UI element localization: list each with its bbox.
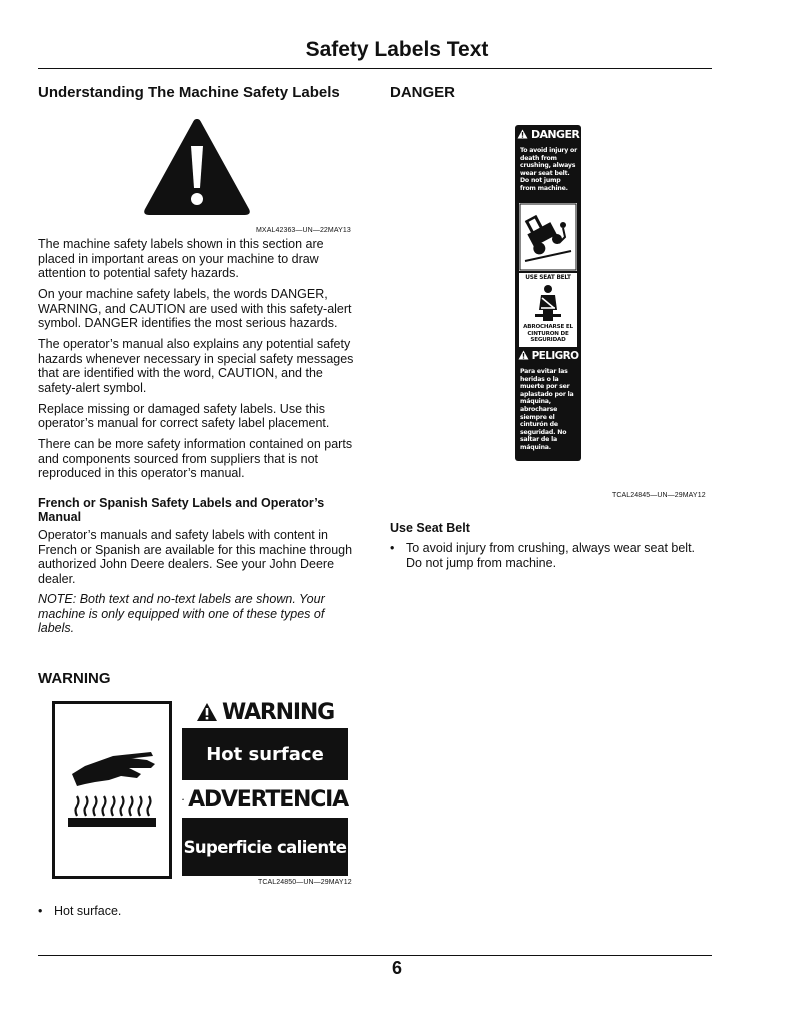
paragraph: The machine safety labels shown in this section are placed in important areas on your machine to draw attention to potential safety hazards. [38, 237, 324, 280]
note-text: Both text and no-text labels are shown. Your machine is only equipped with one of these types of labels. [38, 592, 325, 635]
safety-alert-icon [196, 702, 218, 722]
signal-word-text: DANGER [530, 128, 580, 141]
bullet-dot: • [38, 904, 43, 918]
safety-alert-icon [182, 789, 184, 809]
image-caption: TCAL24845—UN—29MAY12 [612, 492, 706, 499]
hot-surface-pictograph [52, 701, 172, 879]
paragraph: The operator’s manual also explains any potential safety hazards whenever necessary in special safety messages that are identified with the word, CAUTION, and the safety-alert symbol. [38, 337, 354, 395]
french-spanish-text [38, 528, 362, 593]
message-text: Hot surface [206, 743, 324, 765]
signal-word-text: PELIGRO [531, 350, 579, 362]
hot-surface-icon [55, 704, 169, 876]
seat-belt-panel [519, 273, 577, 347]
seat-belt-icon [519, 284, 577, 324]
note-label: NOTE: [38, 592, 77, 606]
message-text: Superficie caliente [183, 837, 347, 857]
warning-signal-word [182, 697, 348, 727]
advertencia-signal-word [182, 784, 348, 814]
abrocharse-text: ABROCHARSE EL CINTURON DE SEGURIDAD [523, 324, 573, 344]
superficie-message-box [182, 818, 348, 876]
safety-alert-icon [517, 129, 528, 139]
peligro-message: Para evitar las heridas o la muerte por ser aplastado por la máquina, abrocharse siempre el cinturón de seguridad. No saltar de la máquina. [520, 368, 574, 451]
signal-word-text: WARNING [222, 699, 334, 725]
note [38, 592, 362, 636]
header-rule [38, 68, 712, 69]
section-heading-understanding: Understanding The Machine Safety Labels [38, 84, 340, 101]
bullet-text: To avoid injury from crushing, always wear seat belt. Do not jump from machine. [406, 541, 696, 570]
section-heading-danger: DANGER [390, 84, 456, 101]
danger-signal-word [515, 128, 581, 141]
footer-rule [38, 955, 712, 956]
warning-message-box [182, 728, 348, 780]
rollover-icon [519, 203, 577, 271]
paragraph: On your machine safety labels, the words DANGER, WARNING, and CAUTION are used with this safety-alert symbol. DANGER identifies the most serious hazards. [38, 287, 352, 330]
page-number: 6 [391, 958, 402, 978]
bullet-text: Hot surface. [54, 904, 122, 918]
safety-alert-icon [141, 116, 253, 218]
list-item [390, 541, 714, 570]
danger-message: To avoid injury or death from crushing, always wear seat belt. Do not jump from machine. [520, 147, 577, 192]
image-caption: MXAL42363—UN—22MAY13 [256, 227, 351, 234]
use-seat-belt-text: USE SEAT BELT [525, 275, 571, 281]
paragraph: Replace missing or damaged safety labels. Use this operator’s manual for correct safety label placement. [38, 401, 330, 430]
paragraph: There can be more safety information contained on parts and components sourced from suppliers that is not reproduced in this operator’s manual. [38, 437, 353, 480]
subheading-use-seat-belt: Use Seat Belt [390, 521, 470, 535]
list-item [38, 904, 358, 919]
paragraph: Operator’s manuals and safety labels with content in French or Spanish are available for this machine through authorized John Deere dealers. See your John Deere dealer. [38, 528, 353, 586]
safety-alert-icon [518, 350, 529, 360]
peligro-signal-word [515, 350, 581, 362]
danger-safety-decal [515, 125, 581, 461]
subheading-french-spanish: French or Spanish Safety Labels and Operator’s Manual [38, 496, 325, 524]
rollover-pictograph [519, 203, 577, 271]
image-caption: TCAL24850—UN—29MAY12 [258, 879, 352, 886]
bullet-dot: • [390, 541, 395, 555]
signal-word-text: ADVERTENCIA [188, 786, 348, 812]
intro-text [38, 237, 362, 487]
page-title: Safety Labels Text [305, 38, 489, 61]
section-heading-warning: WARNING [38, 670, 111, 687]
